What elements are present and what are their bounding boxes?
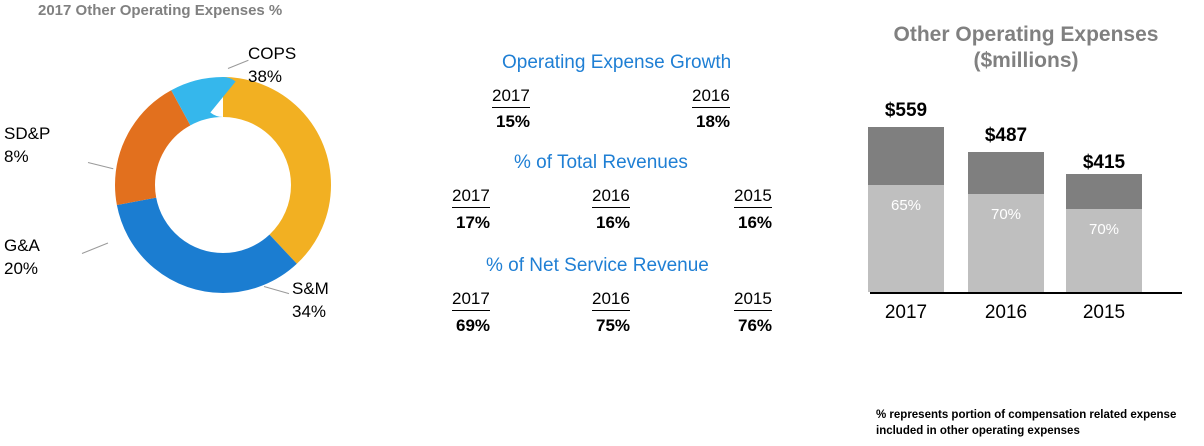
bar-chart-axis-line — [870, 292, 1182, 294]
bar-chart-title-line1: Other Operating Expenses — [893, 23, 1159, 46]
bar-value-2017: $559 — [884, 100, 928, 121]
stats-total-year-2017: 2017 — [452, 186, 490, 208]
donut-label-ga-value: 20% — [4, 258, 39, 278]
bar-segment-other-2016 — [968, 152, 1044, 194]
bar-segment-other-2015 — [1066, 174, 1142, 209]
bar-segment-compensation-2015 — [1066, 209, 1142, 292]
bar-pct-2015: 70% — [1088, 221, 1120, 238]
bar-xlabel-2017: 2017 — [884, 302, 928, 323]
donut-label-sm — [292, 278, 329, 324]
donut-chart-panel — [0, 0, 440, 446]
donut-label-ga-name: G&A — [4, 236, 40, 255]
donut-label-sdp-name: SD&P — [4, 124, 51, 143]
bar-chart-title-line2: ($millions) — [973, 49, 1079, 73]
stats-net-year-2016: 2016 — [592, 289, 630, 311]
stats-heading-growth: Operating Expense Growth — [502, 52, 732, 73]
stats-net-year-2015: 2015 — [734, 289, 772, 311]
stats-total-year-2015: 2015 — [734, 186, 772, 208]
bar-chart-title — [848, 22, 1204, 75]
donut-label-cops-value: 38% — [248, 66, 283, 86]
donut-label-ga — [4, 235, 40, 281]
leader-line-ga — [82, 243, 108, 254]
bar-value-2016: $487 — [984, 125, 1028, 146]
bar-column-2016 — [968, 152, 1044, 292]
stats-growth-year-2017: 2017 — [492, 86, 530, 108]
donut-label-sm-name: S&M — [292, 279, 329, 298]
leader-line-cops — [228, 60, 249, 69]
bar-pct-2016: 70% — [990, 206, 1022, 223]
stats-heading-net-service-revenue: % of Net Service Revenue — [486, 255, 709, 276]
stats-panel — [444, 0, 844, 446]
stats-net-year-2017: 2017 — [452, 289, 490, 311]
stats-net-value-2015: 76% — [738, 316, 773, 335]
donut-label-sm-value: 34% — [292, 301, 327, 321]
stats-growth-year-2016: 2016 — [692, 86, 730, 108]
stats-heading-total-revenues: % of Total Revenues — [514, 152, 688, 173]
donut-chart-title: 2017 Other Operating Expenses % — [38, 2, 283, 19]
bar-pct-2017: 65% — [890, 197, 922, 214]
stats-net-value-2016: 75% — [596, 316, 631, 335]
donut-label-sdp-value: 8% — [4, 146, 29, 166]
stats-total-value-2016: 16% — [596, 213, 631, 232]
bar-segment-compensation-2017 — [868, 185, 944, 292]
stats-total-year-2016: 2016 — [592, 186, 630, 208]
stats-net-value-2017: 69% — [456, 316, 491, 335]
bar-segment-compensation-2016 — [968, 194, 1044, 292]
bar-xlabel-2016: 2016 — [984, 302, 1028, 323]
stats-total-value-2015: 16% — [738, 213, 773, 232]
bar-chart-footnote: % represents portion of compensation related expense included in other operating expenses — [876, 409, 1177, 437]
donut-chart-graphic — [108, 70, 338, 300]
stats-growth-value-2016: 18% — [696, 112, 731, 131]
bar-column-2015 — [1066, 174, 1142, 292]
stats-growth-value-2017: 15% — [496, 112, 531, 131]
bar-segment-other-2017 — [868, 127, 944, 185]
donut-label-cops-name: COPS — [248, 44, 297, 63]
donut-label-cops — [248, 43, 296, 89]
bar-value-2015: $415 — [1082, 152, 1126, 173]
bar-column-2017 — [868, 127, 944, 292]
donut-svg — [108, 70, 338, 300]
bar-chart-panel — [848, 0, 1204, 446]
stats-total-value-2017: 17% — [456, 213, 491, 232]
bar-xlabel-2015: 2015 — [1082, 302, 1126, 323]
donut-label-sdp — [4, 123, 50, 169]
